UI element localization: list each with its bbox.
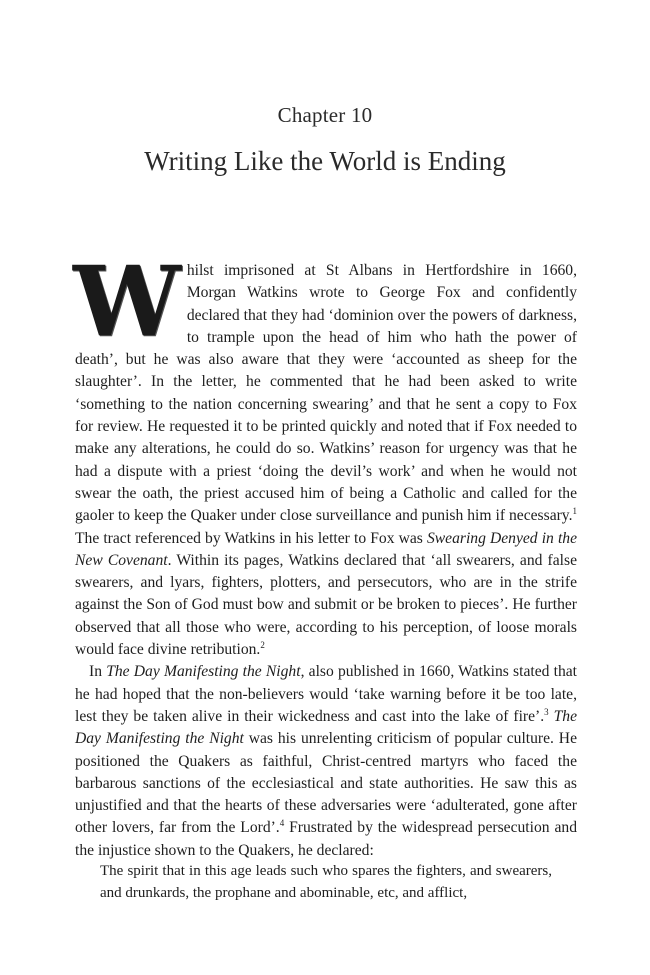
block-quote: The spirit that in this age leads such who spares the fighters, and swearers, and drunkards, the prophane and abominable, etc, and afflict,	[100, 863, 552, 901]
work-title-day-manifesting-2: The Day Manifesting the Night	[75, 707, 577, 748]
footnote-ref-3: 3	[544, 706, 549, 717]
paragraph-2-text-e: Frustrated by the widespread persecution and the injustice shown to the Quakers, he declared:	[75, 819, 577, 859]
paragraph-1-text-b: The tract referenced by Watkins in his letter to Fox was	[75, 529, 427, 547]
chapter-title: Writing Like the World is Ending	[144, 146, 506, 176]
work-title-swearing-denyed: Swearing Denyed in the New Covenant	[75, 529, 578, 569]
drop-cap: W	[73, 245, 181, 358]
paragraph-1-text-a: hilst imprisoned at St Albans in Hertfordshire in 1660, Morgan Watkins wrote to George Fox and confidently declared that they had ‘dominion over the powers of darkness, to trample upon the head of him who hath the power of death’, but he was also aware that they were ‘accounted as sheep for the slaughter’. In the letter, he commented that he had been asked to write ‘something to the nation concerning swearing’ and that he sent a copy to Fox for review. He requested it to be printed quickly and noted that if Fox needed to make any alterations, he could do so. Watkins’ reason for urgency was that he had a dispute with a priest ‘doing the devil’s work’ and when he would not swear the oath, the priest accused him of being a Catholic and called for the gaoler to keep the Quaker under close surveillance and punish him if necessary.	[75, 262, 577, 525]
footnote-ref-4: 4	[279, 818, 285, 829]
work-title-day-manifesting: The Day Manifesting the Night	[106, 663, 301, 681]
paragraph-2-text-a: In	[89, 663, 107, 681]
chapter-number: Chapter 10	[277, 103, 373, 127]
paragraph-2	[75, 661, 577, 862]
paragraph-2-text-b: , also published in 1660, Watkins stated that he had hoped that the non-believers would ‘take warning before it be too late, lest they be taken alive in their wickedness and cast into the lake of fire’.	[75, 663, 578, 725]
paragraph-2-text-d: was his unrelenting criticism of popular culture. He positioned the Quakers as faithful, Christ-centred martyrs who faced the barbarous sanctions of the ecclesiastical and state authorities. He saw this as unjustified and that the hearts of these adversaries were ‘adulterated, gone after other lovers, far from the Lord’.	[75, 730, 577, 837]
chapter-body	[73, 245, 578, 862]
paragraph-1-text-c: . Within its pages, Watkins declared that ‘all swearers, and false swearers, and lyars, fighters, plotters, and persecutors, who are in the strife against the Son of God must bow and submit or be broken to pieces’. He further observed that all those who were, according to his perception, of loose morals would face divine retribution.	[75, 551, 577, 659]
footnote-ref-2: 2	[260, 639, 265, 650]
footnote-ref-1: 1	[572, 506, 577, 517]
paragraph-1	[73, 245, 578, 661]
